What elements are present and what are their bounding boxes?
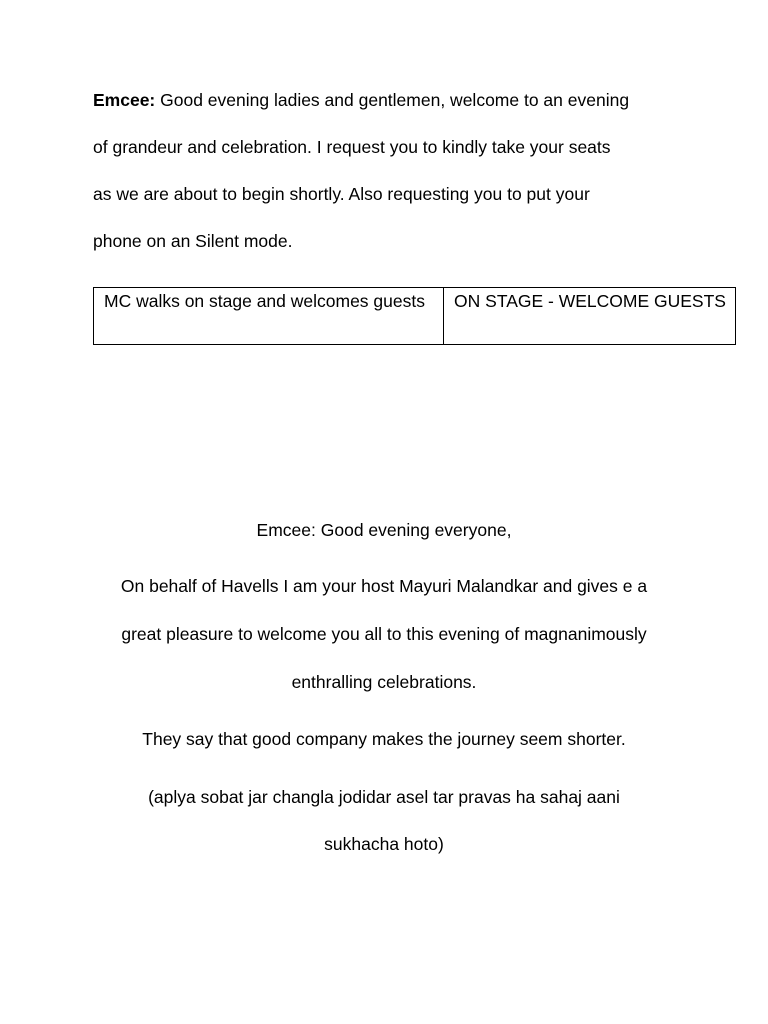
intro-text-1: Good evening ladies and gentlemen, welcome to an evening (155, 90, 630, 110)
speech-line-4: enthralling celebrations. (291, 672, 477, 692)
speech-line-5: They say that good company makes the journey seem shorter. (142, 729, 626, 749)
intro-line-4: phone on an Silent mode. (93, 231, 293, 251)
speech-line-1: Emcee: Good evening everyone, (256, 520, 512, 540)
speech-line-3: great pleasure to welcome you all to this evening of magnanimously (121, 624, 647, 644)
speech-line-6: (aplya sobat jar changla jodidar asel tar pravas ha sahaj aani (148, 787, 620, 807)
speech-line-7: sukhacha hoto) (324, 834, 444, 854)
intro-line-3: as we are about to begin shortly. Also requesting you to put your (93, 184, 590, 204)
stage-direction-table (93, 287, 736, 345)
stage-action-cell: MC walks on stage and welcomes guests (94, 288, 444, 345)
intro-line-1 (93, 89, 629, 111)
speech-line-2: On behalf of Havells I am your host Mayuri Malandkar and gives e a (120, 576, 648, 596)
speaker-label: Emcee: (93, 90, 156, 110)
table-row (94, 288, 736, 345)
intro-line-2: of grandeur and celebration. I request you to kindly take your seats (93, 137, 611, 157)
stage-cue-cell: ON STAGE - WELCOME GUESTS (444, 288, 736, 345)
